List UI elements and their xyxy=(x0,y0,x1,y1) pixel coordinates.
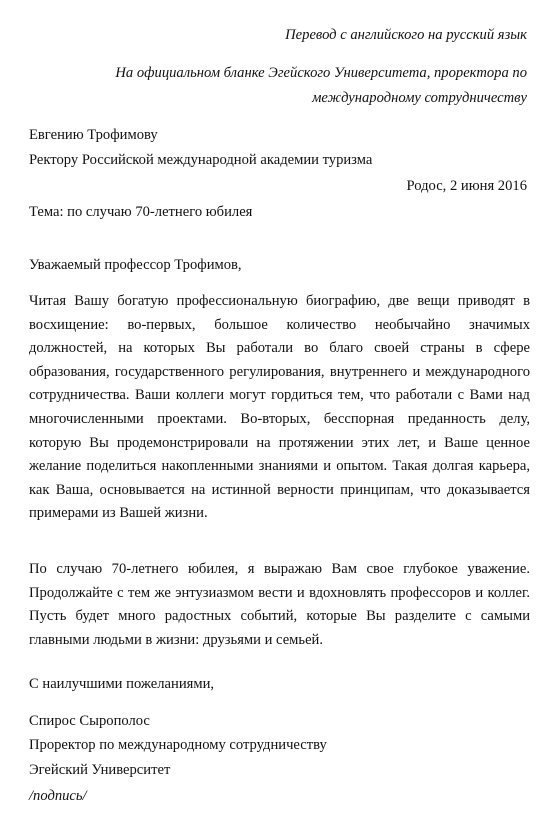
letterhead-line-2: международному сотрудничеству xyxy=(312,90,527,106)
subject-line: Тема: по случаю 70-летнего юбилея xyxy=(29,204,253,220)
body-paragraph-2: По случаю 70-летнего юбилея, я выражаю Вам свое глубокое уважение. Продолжайте с тем же энтузиазмом вести и вдохновлять профессоров и коллег. Пусть будет много радостных событий, которые Вы разделите с самыми главными людьми в жизни: друзьями и семьей. xyxy=(29,561,530,648)
signatory-title: Проректор по международному сотрудничеству xyxy=(29,737,327,753)
translation-note: Перевод с английского на русский язык xyxy=(285,27,527,43)
signatory-organization: Эгейский Университет xyxy=(29,762,171,778)
signatory-name: Спирос Сырополос xyxy=(29,713,150,729)
place-date: Родос, 2 июня 2016 xyxy=(406,178,527,194)
closing: С наилучшими пожеланиями, xyxy=(29,676,215,692)
recipient-name: Евгению Трофимову xyxy=(29,127,158,143)
body-paragraph-1: Читая Вашу богатую профессиональную биографию, две вещи приводят в восхищение: во-первых, большое количество необычайно значимых должностей, на которых Вы работали во благо своей страны в сфере образования, государственного регулирования, внутреннего и международного сотрудничества. Ваши коллеги могут гордиться тем, что работали с Вами над многочисленными проектами. Во-вторых, бесспорная преданность делу, которую Вы продемонстрировали на протяжении этих лет, и Ваше ценное желание поделиться накопленными знаниями и опытом. Такая долгая карьера, как Ваша, основывается на истинной верности принципам, что доказывается примерами из Вашей жизни. xyxy=(29,293,530,522)
salutation: Уважаемый профессор Трофимов, xyxy=(29,257,242,273)
letterhead-line-1: На официальном бланке Эгейского Университета, проректора по xyxy=(115,65,527,81)
recipient-position: Ректору Российской международной академии туризма xyxy=(29,152,373,168)
signature-mark: /подпись/ xyxy=(29,788,87,804)
